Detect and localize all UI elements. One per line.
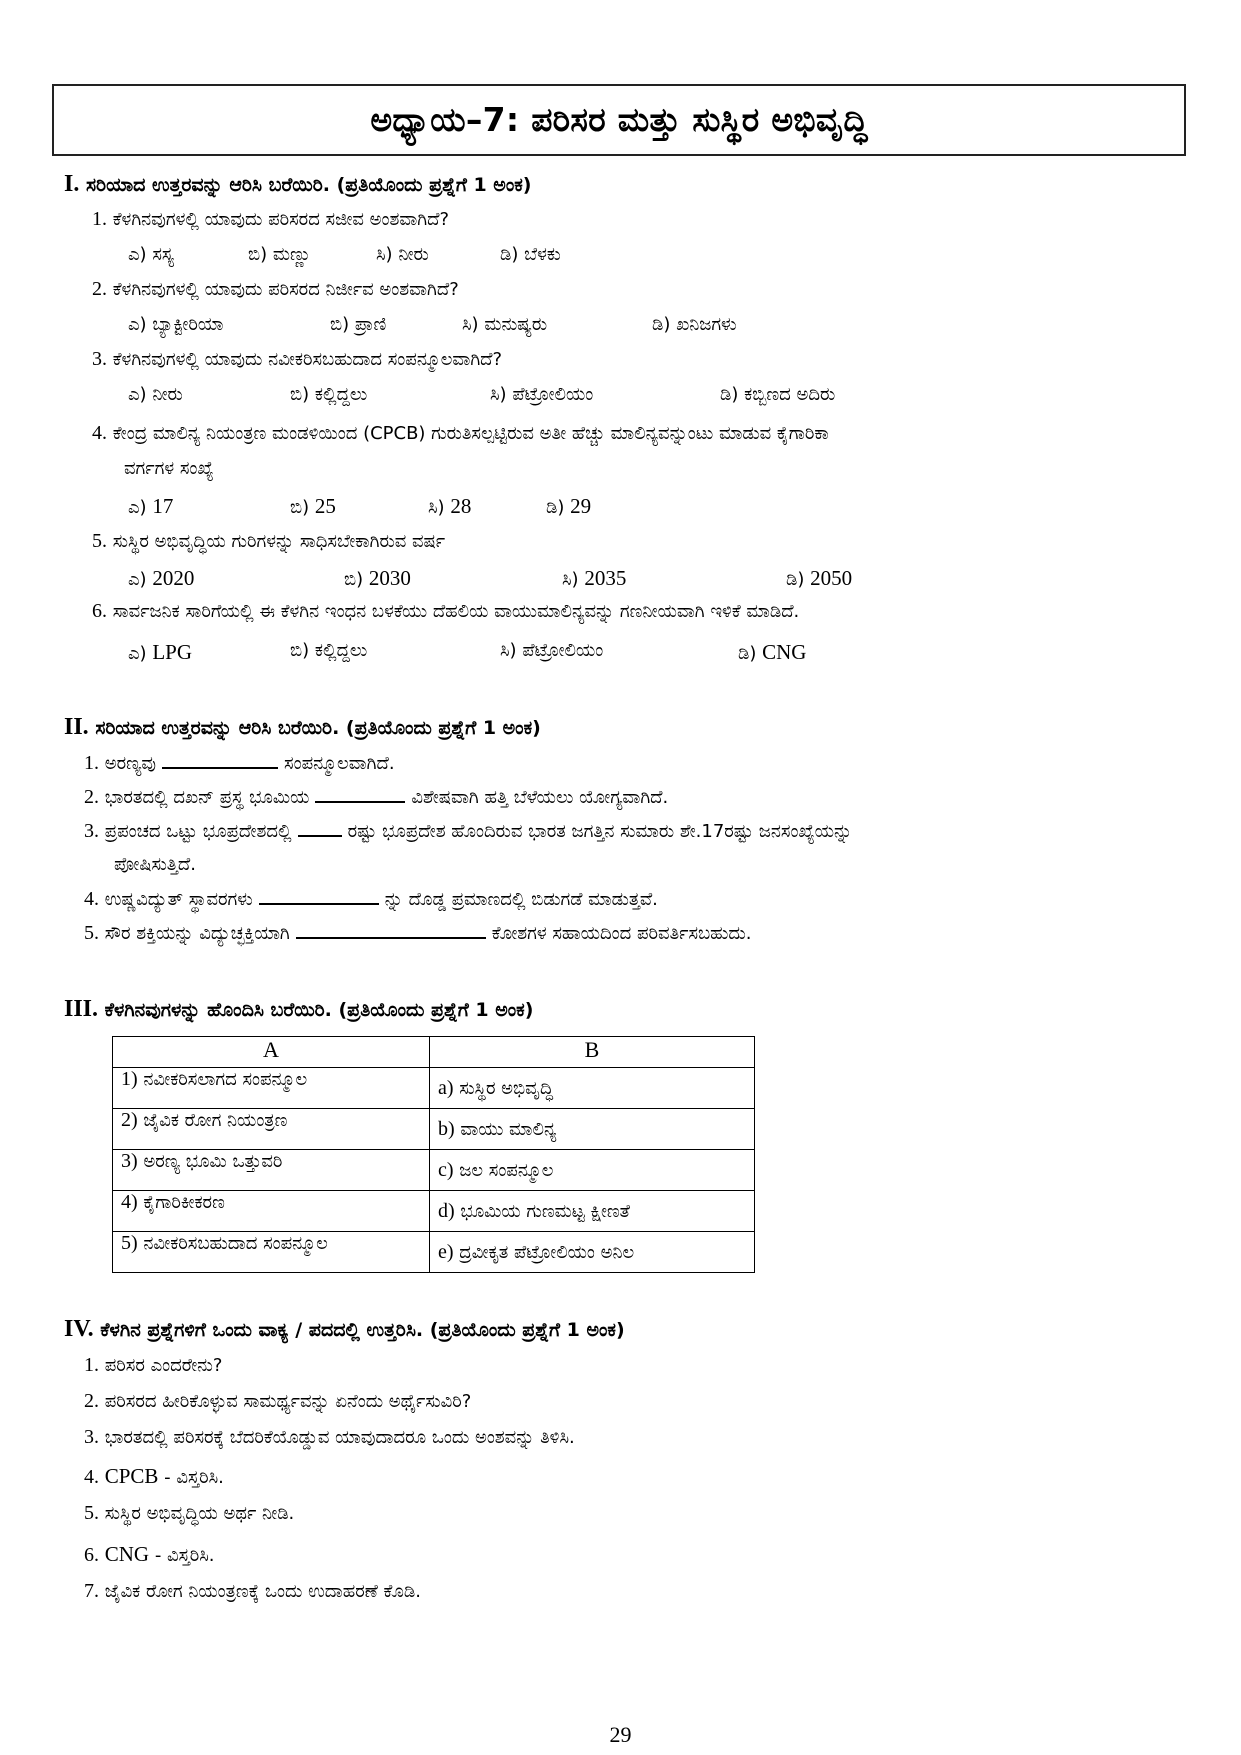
column-b-header: B [430,1037,755,1068]
s1-q1-option-d: ಡಿ) ಬೆಳಕು [500,244,561,265]
s1-q2-option-c: ಸಿ) ಮನುಷ್ಯರು [462,314,548,335]
section-3-heading: III. ಕೆಳಗಿನವುಗಳನ್ನು ಹೊಂದಿಸಿ ಬರೆಯಿರಿ. (ಪ್ರತಿಯೊಂದು ಪ್ರಶ್ನೆಗೆ 1 ಅಂಕ) [64,996,534,1022]
s4-q4: 4. CPCB - ವಿಸ್ತರಿಸಿ. [84,1464,224,1488]
section-4-heading: IV. ಕೆಳಗಿನ ಪ್ರಶ್ನೆಗಳಿಗೆ ಒಂದು ವಾಕ್ಯ / ಪದದಲ್ಲಿ ಉತ್ತರಿಸಿ. (ಪ್ರತಿಯೊಂದು ಪ್ರಶ್ನೆಗೆ 1 ಅಂಕ) [64,1316,625,1342]
chapter-title-box [52,84,1186,156]
s4-q2: 2. ಪರಿಸರದ ಹೀರಿಕೊಳ್ಳುವ ಸಾಮರ್ಥ್ಯವನ್ನು ಏನೆಂದು ಅರ್ಥೈಸುವಿರಿ? [84,1390,472,1412]
s1-q6-option-a: ಎ) LPG [128,640,193,664]
table-row: 4) ಕೈಗಾರಿಕೀಕರಣ d) ಭೂಮಿಯ ಗುಣಮಟ್ಟ ಕ್ಷೀಣತೆ [113,1191,755,1232]
question-number: 1. [92,208,107,230]
s1-q3: 3. ಕೆಳಗಿನವುಗಳಲ್ಲಿ ಯಾವುದು ನವೀಕರಿಸಬಹುದಾದ ಸಂಪನ್ಮೂಲವಾಗಿದೆ? [92,348,503,370]
page-number: 29 [609,1722,632,1747]
s1-q3-option-c: ಸಿ) ಪೆಟ್ರೋಲಿಯಂ [490,384,594,405]
s1-q5-option-d: ಡಿ) 2050 [786,566,853,590]
s1-q4-option-a: ಎ) 17 [128,494,174,518]
s2-q5: 5. ಸೌರ ಶಕ್ತಿಯನ್ನು ವಿದ್ಯುಚ್ಛಕ್ತಿಯಾಗಿ ಕೋಶಗಳ ಸಹಾಯದಿಂದ ಪರಿವರ್ತಿಸಬಹುದು. [84,922,752,944]
s2-q3: 3. ಪ್ರಪಂಚದ ಒಟ್ಟು ಭೂಪ್ರದೇಶದಲ್ಲಿ ರಷ್ಟು ಭೂಪ್ರದೇಶ ಹೊಂದಿರುವ ಭಾರತ ಜಗತ್ತಿನ ಸುಮಾರು ಶೇ.17ರಷ್ಟು ಜನಸಂಖ್ಯೆಯನ್ನು [84,820,853,842]
s1-q1-option-b: ಬಿ) ಮಣ್ಣು [248,244,312,265]
s1-q3-option-a: ಎ) ನೀರು [128,384,183,405]
s1-q4-option-b: ಬಿ) 25 [290,494,336,518]
s1-q5-option-b: ಬಿ) 2030 [344,566,411,590]
s1-q6-option-d: ಡಿ) CNG [738,640,807,664]
s1-q4-option-c: ಸಿ) 28 [428,494,472,518]
s1-q5: 5. ಸುಸ್ಥಿರ ಅಭಿವೃದ್ಧಿಯ ಗುರಿಗಳನ್ನು ಸಾಧಿಸಬೇಕಾಗಿರುವ ವರ್ಷ [92,530,446,552]
s4-q6: 6. CNG - ವಿಸ್ತರಿಸಿ. [84,1542,215,1566]
table-row: 2) ಜೈವಿಕ ರೋಗ ನಿಯಂತ್ರಣ b) ವಾಯು ಮಾಲಿನ್ಯ [113,1109,755,1150]
chapter-title: ಅಧ್ಯಾಯ–7: ಪರಿಸರ ಮತ್ತು ಸುಸ್ಥಿರ ಅಭಿವೃದ್ಧಿ [370,100,868,139]
s1-q1-option-c: ಸಿ) ನೀರು [376,244,429,265]
s1-q2-option-b: ಬಿ) ಪ್ರಾಣಿ [330,314,387,335]
answer-blank[interactable] [296,923,486,939]
table-row: 5) ನವೀಕರಿಸಬಹುದಾದ ಸಂಪನ್ಮೂಲ e) ದ್ರವೀಕೃತ ಪೆಟ್ರೋಲಿಯಂ ಅನಿಲ [113,1232,755,1273]
s4-q7: 7. ಜೈವಿಕ ರೋಗ ನಿಯಂತ್ರಣಕ್ಕೆ ಒಂದು ಉದಾಹರಣೆ ಕೊಡಿ. [84,1580,421,1602]
s4-q5: 5. ಸುಸ್ಥಿರ ಅಭಿವೃದ್ಧಿಯ ಅರ್ಥ ನೀಡಿ. [84,1502,295,1524]
column-a-header: A [113,1037,430,1068]
s2-q3-continued: ಪೋಷಿಸುತ್ತಿದೆ. [114,854,196,875]
s1-q6-option-c: ಸಿ) ಪೆಟ್ರೋಲಿಯಂ [500,640,604,661]
table-row: 3) ಅರಣ್ಯ ಭೂಮಿ ಒತ್ತುವರಿ c) ಜಲ ಸಂಪನ್ಮೂಲ [113,1150,755,1191]
s1-q3-option-b: ಬಿ) ಕಲ್ಲಿದ್ದಲು [290,384,368,405]
table-row: 1) ನವೀಕರಿಸಲಾಗದ ಸಂಪನ್ಮೂಲ a) ಸುಸ್ಥಿರ ಅಭಿವೃದ್ಧಿ [113,1068,755,1109]
s1-q2: 2. ಕೆಳಗಿನವುಗಳಲ್ಲಿ ಯಾವುದು ಪರಿಸರದ ನಿರ್ಜೀವ ಅಂಶವಾಗಿದೆ? [92,278,459,300]
answer-blank[interactable] [162,753,278,769]
s2-q2: 2. ಭಾರತದಲ್ಲಿ ದಖನ್ ಪ್ರಸ್ಥ ಭೂಮಿಯ ವಿಶೇಷವಾಗಿ ಹತ್ತಿ ಬೆಳೆಯಲು ಯೋಗ್ಯವಾಗಿದೆ. [84,786,669,808]
s1-q2-option-a: ಎ) ಬ್ಯಾಕ್ಟೀರಿಯಾ [128,314,224,335]
s4-q3: 3. ಭಾರತದಲ್ಲಿ ಪರಿಸರಕ್ಕೆ ಬೆದರಿಕೆಯೊಡ್ಡುವ ಯಾವುದಾದರೂ ಒಂದು ಅಂಶವನ್ನು ತಿಳಿಸಿ. [84,1426,575,1448]
question-text: ಕೆಳಗಿನವುಗಳಲ್ಲಿ ಯಾವುದು ಪರಿಸರದ ಸಜೀವ ಅಂಶವಾಗಿದೆ? [112,209,450,230]
s1-q3-option-d: ಡಿ) ಕಬ್ಬಿಣದ ಅದಿರು [720,384,836,405]
section-1-number: I. [64,171,80,197]
s1-q6-option-b: ಬಿ) ಕಲ್ಲಿದ್ದಲು [290,640,368,661]
answer-blank[interactable] [315,787,405,803]
section-1-heading [64,171,531,198]
s1-q4-continued: ವರ್ಗಗಳ ಸಂಖ್ಯೆ [124,458,214,479]
s1-q5-option-a: ಎ) 2020 [128,566,195,590]
answer-blank[interactable] [298,821,342,837]
s1-q1-option-a: ಎ) ಸಸ್ಯ [128,244,174,265]
s1-q6: 6. ಸಾರ್ವಜನಿಕ ಸಾರಿಗೆಯಲ್ಲಿ ಈ ಕೆಳಗಿನ ಇಂಧನ ಬಳಕೆಯು ದೆಹಲಿಯ ವಾಯುಮಾಲಿನ್ಯವನ್ನು ಗಣನೀಯವಾಗಿ ಇಳಿಕೆ ಮಾಡಿದೆ. [92,600,800,622]
s2-q1: 1. ಅರಣ್ಯವು ಸಂಪನ್ಮೂಲವಾಗಿದೆ. [84,752,395,774]
s1-q4-option-d: ಡಿ) 29 [546,494,592,518]
match-table [112,1036,755,1273]
s4-q1: 1. ಪರಿಸರ ಎಂದರೇನು? [84,1354,223,1376]
s1-q4: 4. ಕೇಂದ್ರ ಮಾಲಿನ್ಯ ನಿಯಂತ್ರಣ ಮಂಡಳಿಯಿಂದ (CPCB) ಗುರುತಿಸಲ್ಪಟ್ಟಿರುವ ಅತೀ ಹೆಚ್ಚು ಮಾಲಿನ್ಯವನ್ನುಂಟು ಮಾಡುವ ಕೈಗಾರಿಕಾ [92,422,829,444]
section-2-heading: II. ಸರಿಯಾದ ಉತ್ತರವನ್ನು ಆರಿಸಿ ಬರೆಯಿರಿ. (ಪ್ರತಿಯೊಂದು ಪ್ರಶ್ನೆಗೆ 1 ಅಂಕ) [64,714,541,740]
s1-q2-option-d: ಡಿ) ಖನಿಜಗಳು [652,314,737,335]
s2-q4: 4. ಉಷ್ಣವಿದ್ಯುತ್ ಸ್ಥಾವರಗಳು ನ್ನು ದೊಡ್ಡ ಪ್ರಮಾಣದಲ್ಲಿ ಬಿಡುಗಡೆ ಮಾಡುತ್ತವೆ. [84,888,658,910]
s1-q1 [92,208,449,231]
s1-q5-option-c: ಸಿ) 2035 [562,566,627,590]
answer-blank[interactable] [259,889,379,905]
section-1-title: ಸರಿಯಾದ ಉತ್ತರವನ್ನು ಆರಿಸಿ ಬರೆಯಿರಿ. (ಪ್ರತಿಯೊಂದು ಪ್ರಶ್ನೆಗೆ 1 ಅಂಕ) [85,174,532,196]
